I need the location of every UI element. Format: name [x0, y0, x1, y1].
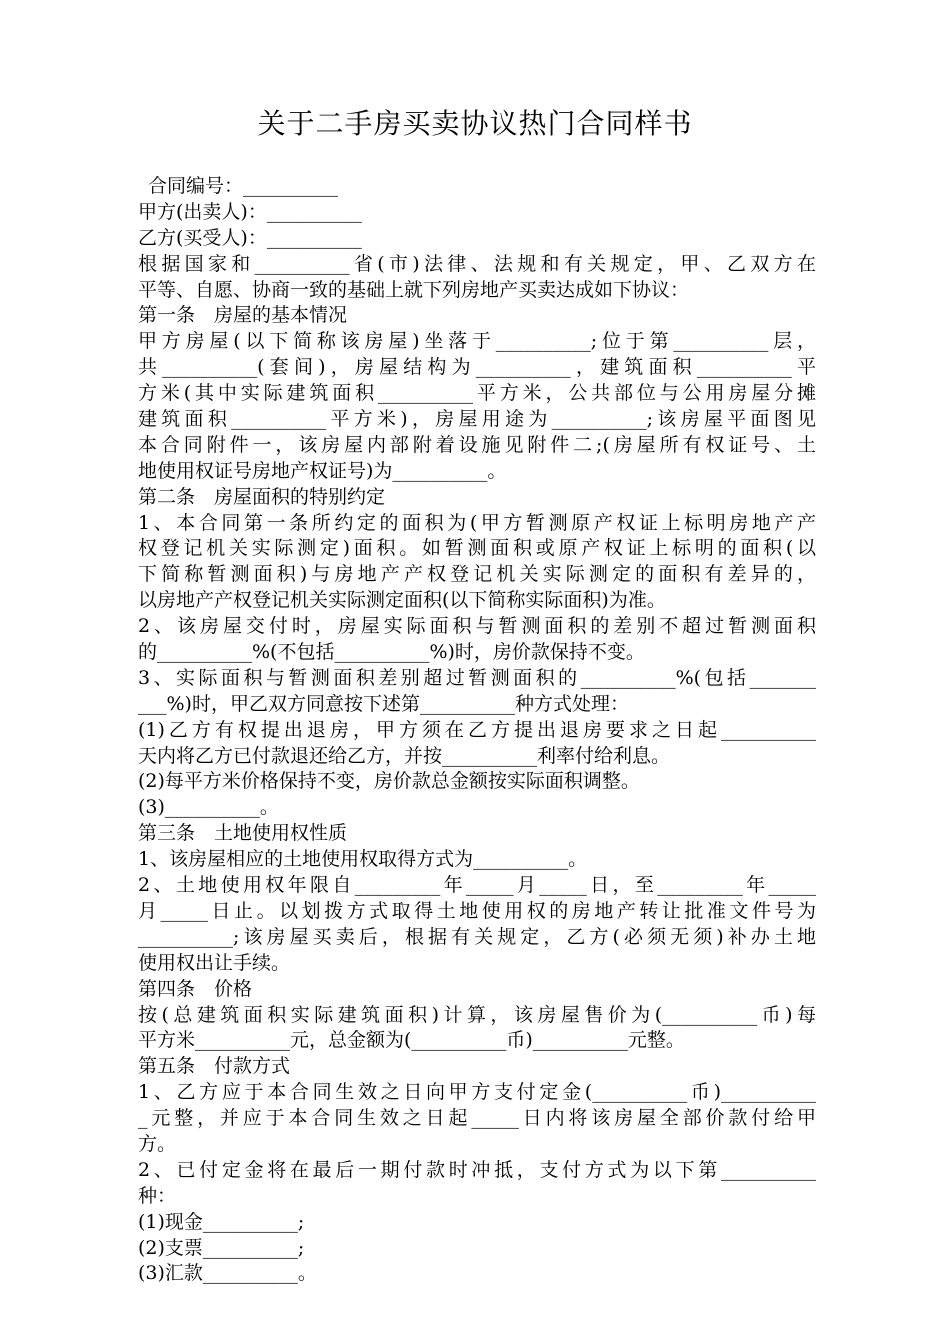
body-line: 平方米__________元，总金额为(__________币)__________元整。 [138, 1029, 685, 1052]
body-line: 根据国家和__________省(市)法律、法规和有关规定，甲、乙双方在 [138, 252, 816, 275]
body-line: 3、实际面积与暂测面积差别超过暂测面积的__________%(包括_______ [138, 666, 816, 689]
body-line: (2)每平方米价格保持不变，房价款总金额按实际面积调整。 [138, 770, 640, 793]
body-line: 2、该房屋交付时，房屋实际面积与暂测面积的差别不超过暂测面积 [138, 615, 816, 638]
body-line: 的__________%(不包括__________%)时，房价款保持不变。 [138, 641, 645, 664]
section-heading: 第三条 土地使用权性质 [138, 822, 348, 845]
body-line: 2、已付定金将在最后一期付款时冲抵，支付方式为以下第__________ [138, 1158, 816, 1181]
section-heading: 第二条 房屋面积的特别约定 [138, 485, 386, 508]
body-line: ___%)时，甲乙双方同意按下述第__________种方式处理： [138, 692, 629, 715]
body-line: 天内将乙方已付款退还给乙方，并按__________利率付给利息。 [138, 744, 671, 767]
body-line: 地使用权证号房地产权证号)为__________。 [138, 459, 507, 482]
body-line: (1)乙方有权提出退房，甲方须在乙方提出退房要求之日起__________ [138, 718, 816, 741]
body-line: 平等、自愿、协商一致的基础上就下列房地产买卖达成如下协议： [138, 278, 690, 301]
body-line: 方米(其中实际建筑面积__________平方米，公共部位与公用房屋分摊 [138, 382, 816, 405]
document-body [138, 174, 816, 1287]
body-line: 使用权出让手续。 [138, 951, 291, 974]
body-line: (3)汇款__________。 [138, 1262, 317, 1285]
body-line: 按(总建筑面积实际建筑面积)计算，该房屋售价为(__________币)每 [138, 1003, 816, 1026]
party-b-line: 乙方(买受人)：__________ [138, 226, 362, 249]
body-line: 方。 [138, 1132, 177, 1155]
body-line: (2)支票__________; [138, 1236, 305, 1259]
body-line: 种： [138, 1184, 177, 1207]
section-heading: 第一条 房屋的基本情况 [138, 304, 348, 327]
body-line: 下简称暂测面积)与房地产产权登记机关实际测定的面积有差异的， [138, 563, 816, 586]
section-heading: 第五条 付款方式 [138, 1055, 291, 1078]
body-line: 权登记机关实际测定)面积。如暂测面积或原产权证上标明的面积(以 [138, 537, 816, 560]
body-line: (3)__________。 [138, 796, 279, 819]
body-line: _元整，并应于本合同生效之日起_____日内将该房屋全部价款付给甲 [138, 1107, 816, 1130]
body-line: 1、该房屋相应的土地使用权取得方式为__________。 [138, 848, 588, 871]
body-line: 甲方房屋(以下简称该房屋)坐落于__________;位于第__________层， [138, 330, 816, 353]
contract-number-line: 合同编号：__________ [148, 175, 339, 197]
section-heading: 第四条 价格 [138, 977, 253, 1000]
document-title: 关于二手房买卖协议热门合同样书 [257, 107, 693, 140]
party-a-line: 甲方(出卖人)：__________ [138, 200, 362, 223]
body-line: 2、土地使用权年限自_________年_____月_____日，至_________年_____ [138, 874, 816, 897]
body-line: 月_____日止。以划拨方式取得土地使用权的房地产转让批准文件号为 [138, 899, 816, 922]
body-line: 建筑面积__________平方米)，房屋用途为__________;该房屋平面图见 [138, 408, 816, 431]
body-line: 1、本合同第一条所约定的面积为(甲方暂测原产权证上标明房地产产 [138, 511, 816, 534]
body-line: __________;该房屋买卖后，根据有关规定，乙方(必须无须)补办土地 [138, 925, 816, 948]
body-line: 本合同附件一，该房屋内部附着设施见附件二;(房屋所有权证号、土 [138, 433, 816, 456]
body-line: 以房地产产权登记机关实际测定面积(以下简称实际面积)为准。 [138, 589, 666, 612]
body-line: 1、乙方应于本合同生效之日向甲方支付定金(__________币)__________ [138, 1081, 816, 1104]
body-line: (1)现金__________; [138, 1210, 305, 1233]
body-line: 共__________(套间)，房屋结构为__________，建筑面积__________平 [138, 356, 816, 379]
